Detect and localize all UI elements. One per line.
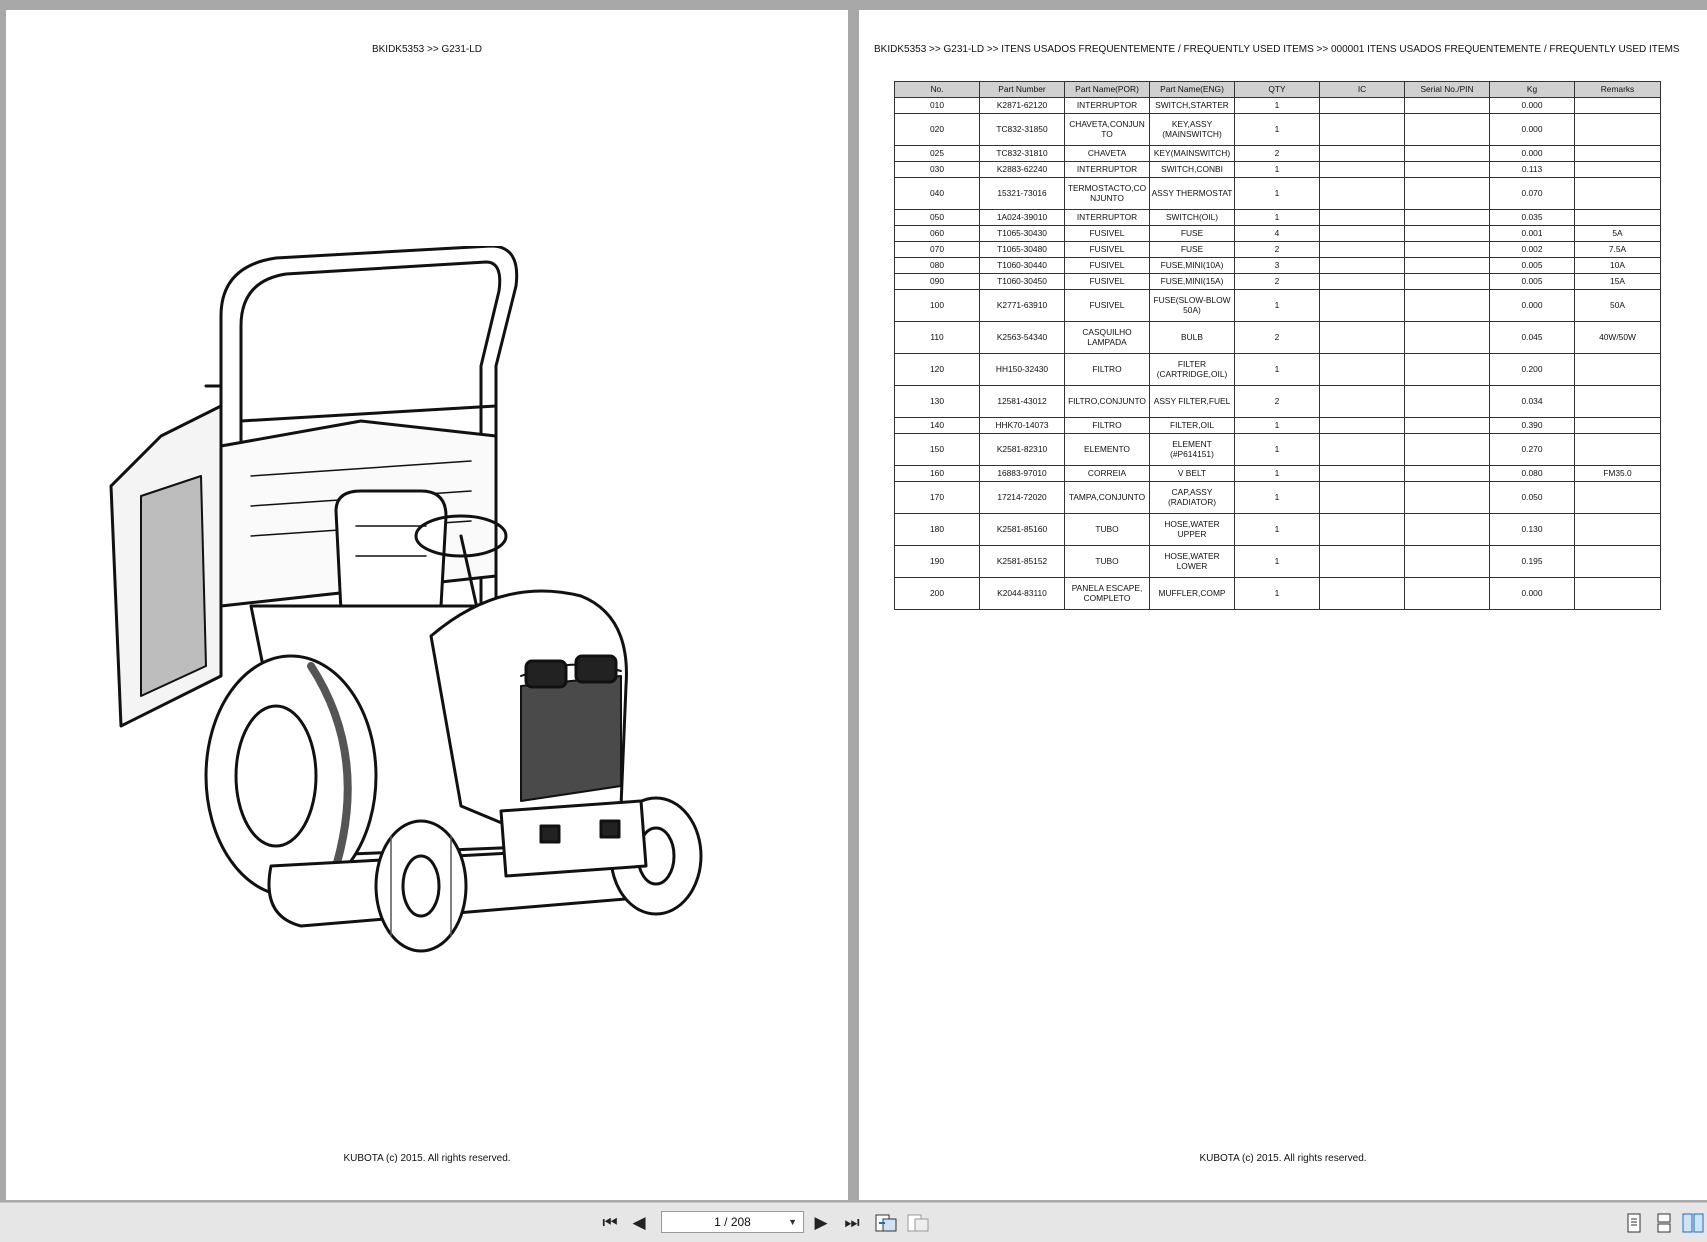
cell-no: 150 — [895, 434, 980, 466]
cell-part-number: K2871-62120 — [980, 98, 1065, 114]
cell-ic — [1320, 146, 1405, 162]
cell-serial — [1405, 354, 1490, 386]
cell-part-name-eng: ASSY FILTER,FUEL — [1150, 386, 1235, 418]
cell-serial — [1405, 114, 1490, 146]
cell-part-number: 12581-43012 — [980, 386, 1065, 418]
mower-illustration — [101, 246, 771, 1026]
cell-ic — [1320, 514, 1405, 546]
cell-kg: 0.045 — [1490, 322, 1575, 354]
cell-part-number: HHK70-14073 — [980, 418, 1065, 434]
table-header-row — [895, 82, 1661, 98]
cell-part-number: 1A024-39010 — [980, 210, 1065, 226]
cell-part-name-por: FUSIVEL — [1065, 290, 1150, 322]
cell-qty: 1 — [1235, 514, 1320, 546]
table-row — [895, 274, 1661, 290]
cell-no: 040 — [895, 178, 980, 210]
cell-qty: 2 — [1235, 274, 1320, 290]
cell-qty: 2 — [1235, 242, 1320, 258]
cell-remarks — [1575, 162, 1661, 178]
cell-part-number: T1065-30480 — [980, 242, 1065, 258]
cell-part-name-eng: HOSE,WATER LOWER — [1150, 546, 1235, 578]
cell-no: 170 — [895, 482, 980, 514]
cell-no: 190 — [895, 546, 980, 578]
cell-qty: 2 — [1235, 386, 1320, 418]
table-row — [895, 482, 1661, 514]
cell-part-name-eng: FUSE — [1150, 242, 1235, 258]
cell-ic — [1320, 546, 1405, 578]
cell-qty: 1 — [1235, 162, 1320, 178]
chevron-down-icon: ▼ — [788, 1217, 797, 1227]
cell-kg: 0.001 — [1490, 226, 1575, 242]
cell-remarks: FM35.0 — [1575, 466, 1661, 482]
cell-ic — [1320, 466, 1405, 482]
last-page-icon[interactable]: ⏭ — [844, 1213, 860, 1232]
cell-no: 160 — [895, 466, 980, 482]
page-indicator: 1 / 208 — [714, 1215, 751, 1229]
cell-ic — [1320, 290, 1405, 322]
col-header-qty: QTY — [1235, 82, 1320, 98]
cell-remarks — [1575, 178, 1661, 210]
cell-part-number: T1060-30440 — [980, 258, 1065, 274]
cell-no: 050 — [895, 210, 980, 226]
cell-part-number: T1060-30450 — [980, 274, 1065, 290]
cell-remarks — [1575, 546, 1661, 578]
cell-qty: 2 — [1235, 146, 1320, 162]
cell-ic — [1320, 258, 1405, 274]
cell-ic — [1320, 578, 1405, 610]
table-row — [895, 290, 1661, 322]
cell-remarks — [1575, 578, 1661, 610]
cell-kg: 0.195 — [1490, 546, 1575, 578]
cell-no: 025 — [895, 146, 980, 162]
table-row — [895, 242, 1661, 258]
parts-table-body — [895, 98, 1661, 610]
cell-part-name-por: INTERRUPTOR — [1065, 210, 1150, 226]
cell-kg: 0.000 — [1490, 146, 1575, 162]
cell-kg: 0.050 — [1490, 482, 1575, 514]
right-page-footer: KUBOTA (c) 2015. All rights reserved. — [1199, 1153, 1367, 1164]
cell-part-name-eng: FUSE — [1150, 226, 1235, 242]
continuous-view-icon[interactable] — [1652, 1211, 1676, 1235]
cell-qty: 1 — [1235, 290, 1320, 322]
cell-part-number: K2563-54340 — [980, 322, 1065, 354]
previous-page-icon[interactable]: ◀ — [632, 1213, 646, 1232]
cell-part-number: T1065-30430 — [980, 226, 1065, 242]
table-row — [895, 98, 1661, 114]
cell-ic — [1320, 98, 1405, 114]
cell-part-name-eng: KEY,ASSY (MAINSWITCH) — [1150, 114, 1235, 146]
cell-no: 120 — [895, 354, 980, 386]
cell-kg: 0.270 — [1490, 434, 1575, 466]
cell-no: 010 — [895, 98, 980, 114]
cell-part-name-por: PANELA ESCAPE, COMPLETO — [1065, 578, 1150, 610]
cell-part-number: 15321-73016 — [980, 178, 1065, 210]
cell-part-name-eng: FILTER,OIL — [1150, 418, 1235, 434]
cell-part-number: TC832-31850 — [980, 114, 1065, 146]
cell-qty: 3 — [1235, 258, 1320, 274]
cell-kg: 0.000 — [1490, 114, 1575, 146]
cell-qty: 1 — [1235, 178, 1320, 210]
cell-qty: 1 — [1235, 114, 1320, 146]
cell-qty: 4 — [1235, 226, 1320, 242]
cell-ic — [1320, 178, 1405, 210]
cell-no: 200 — [895, 578, 980, 610]
cell-serial — [1405, 482, 1490, 514]
cell-ic — [1320, 226, 1405, 242]
cell-kg: 0.005 — [1490, 258, 1575, 274]
cell-part-name-por: TERMOSTACTO,CO NJUNTO — [1065, 178, 1150, 210]
cell-qty: 1 — [1235, 354, 1320, 386]
cell-kg: 0.390 — [1490, 418, 1575, 434]
cell-ic — [1320, 434, 1405, 466]
cell-part-name-por: INTERRUPTOR — [1065, 98, 1150, 114]
cell-kg: 0.070 — [1490, 178, 1575, 210]
cell-serial — [1405, 434, 1490, 466]
cell-remarks — [1575, 482, 1661, 514]
cell-part-name-por: TUBO — [1065, 514, 1150, 546]
cell-ic — [1320, 162, 1405, 178]
table-row — [895, 146, 1661, 162]
cell-kg: 0.000 — [1490, 578, 1575, 610]
cell-remarks — [1575, 386, 1661, 418]
cell-part-name-eng: FILTER (CARTRIDGE,OIL) — [1150, 354, 1235, 386]
cell-qty: 1 — [1235, 434, 1320, 466]
cell-serial — [1405, 98, 1490, 114]
left-page — [6, 10, 848, 1200]
cell-ic — [1320, 482, 1405, 514]
go-forward-view-icon[interactable] — [906, 1211, 930, 1235]
left-page-footer: KUBOTA (c) 2015. All rights reserved. — [343, 1153, 511, 1164]
cell-part-name-eng: SWITCH(OIL) — [1150, 210, 1235, 226]
cell-remarks: 15A — [1575, 274, 1661, 290]
table-row — [895, 434, 1661, 466]
cell-part-name-eng: CAP,ASSY (RADIATOR) — [1150, 482, 1235, 514]
cell-part-number: 16883-97010 — [980, 466, 1065, 482]
cell-part-name-eng: HOSE,WATER UPPER — [1150, 514, 1235, 546]
col-header-serial: Serial No./PIN — [1405, 82, 1490, 98]
cell-ic — [1320, 114, 1405, 146]
col-header-ic: IC — [1320, 82, 1405, 98]
page-number-selector[interactable] — [661, 1211, 804, 1233]
cell-kg: 0.005 — [1490, 274, 1575, 290]
cell-no: 080 — [895, 258, 980, 274]
cell-remarks: 5A — [1575, 226, 1661, 242]
cell-part-name-por: ELEMENTO — [1065, 434, 1150, 466]
cell-part-number: K2771-63910 — [980, 290, 1065, 322]
cell-serial — [1405, 162, 1490, 178]
cell-serial — [1405, 466, 1490, 482]
cell-part-name-eng: MUFFLER,COMP — [1150, 578, 1235, 610]
cell-kg: 0.080 — [1490, 466, 1575, 482]
cell-part-number: 17214-72020 — [980, 482, 1065, 514]
cell-remarks — [1575, 354, 1661, 386]
cell-remarks — [1575, 98, 1661, 114]
table-row — [895, 514, 1661, 546]
cell-part-name-eng: SWITCH,CONBI — [1150, 162, 1235, 178]
cell-ic — [1320, 274, 1405, 290]
cell-serial — [1405, 578, 1490, 610]
cell-no: 180 — [895, 514, 980, 546]
cell-part-number: K2581-82310 — [980, 434, 1065, 466]
cell-part-name-eng: FUSE,MINI(10A) — [1150, 258, 1235, 274]
cell-kg: 0.035 — [1490, 210, 1575, 226]
cell-kg: 0.002 — [1490, 242, 1575, 258]
viewer-toolbar — [0, 1202, 1707, 1242]
table-row — [895, 162, 1661, 178]
cell-part-name-eng: ASSY THERMOSTAT — [1150, 178, 1235, 210]
cell-remarks — [1575, 210, 1661, 226]
cell-part-name-por: FILTRO — [1065, 418, 1150, 434]
table-row — [895, 418, 1661, 434]
cell-kg: 0.000 — [1490, 290, 1575, 322]
cell-part-name-por: CHAVETA,CONJUN TO — [1065, 114, 1150, 146]
cell-part-name-por: CASQUILHO LAMPADA — [1065, 322, 1150, 354]
first-page-icon[interactable]: ⏮ — [602, 1213, 618, 1232]
table-row — [895, 258, 1661, 274]
cell-no: 130 — [895, 386, 980, 418]
table-row — [895, 178, 1661, 210]
cell-part-name-eng: ELEMENT (#P614151) — [1150, 434, 1235, 466]
left-page-breadcrumb: BKIDK5353 >> G231-LD — [371, 44, 483, 55]
cell-remarks — [1575, 114, 1661, 146]
cell-serial — [1405, 322, 1490, 354]
cell-no: 090 — [895, 274, 980, 290]
table-row — [895, 322, 1661, 354]
cell-ic — [1320, 210, 1405, 226]
cell-remarks — [1575, 146, 1661, 162]
cell-qty: 1 — [1235, 578, 1320, 610]
cell-ic — [1320, 242, 1405, 258]
cell-part-name-por: TAMPA,CONJUNTO — [1065, 482, 1150, 514]
cell-serial — [1405, 418, 1490, 434]
cell-part-name-por: FUSIVEL — [1065, 274, 1150, 290]
cell-ic — [1320, 386, 1405, 418]
cell-serial — [1405, 546, 1490, 578]
cell-part-name-por: FUSIVEL — [1065, 242, 1150, 258]
col-header-remarks: Remarks — [1575, 82, 1661, 98]
col-header-part-name-por: Part Name(POR) — [1065, 82, 1150, 98]
cell-part-number: K2883-62240 — [980, 162, 1065, 178]
cell-serial — [1405, 146, 1490, 162]
cell-remarks: 50A — [1575, 290, 1661, 322]
cell-serial — [1405, 178, 1490, 210]
cell-part-name-eng: V BELT — [1150, 466, 1235, 482]
cell-part-name-por: FILTRO — [1065, 354, 1150, 386]
cell-part-number: K2044-83110 — [980, 578, 1065, 610]
cell-qty: 1 — [1235, 98, 1320, 114]
cell-kg: 0.113 — [1490, 162, 1575, 178]
cell-part-number: HH150-32430 — [980, 354, 1065, 386]
cell-qty: 2 — [1235, 322, 1320, 354]
cell-remarks: 40W/50W — [1575, 322, 1661, 354]
cell-serial — [1405, 386, 1490, 418]
cell-serial — [1405, 210, 1490, 226]
cell-serial — [1405, 274, 1490, 290]
col-header-part-name-eng: Part Name(ENG) — [1150, 82, 1235, 98]
cell-part-name-por: INTERRUPTOR — [1065, 162, 1150, 178]
cell-kg: 0.000 — [1490, 98, 1575, 114]
table-row — [895, 114, 1661, 146]
col-header-kg: Kg — [1490, 82, 1575, 98]
cell-remarks — [1575, 418, 1661, 434]
cell-serial — [1405, 514, 1490, 546]
cell-serial — [1405, 258, 1490, 274]
cell-part-name-eng: KEY(MAINSWITCH) — [1150, 146, 1235, 162]
next-page-icon[interactable]: ▶ — [814, 1213, 828, 1232]
table-row — [895, 354, 1661, 386]
cell-part-name-eng: FUSE(SLOW-BLOW 50A) — [1150, 290, 1235, 322]
cell-qty: 1 — [1235, 546, 1320, 578]
cell-serial — [1405, 226, 1490, 242]
cell-no: 070 — [895, 242, 980, 258]
table-row — [895, 578, 1661, 610]
single-page-view-icon[interactable] — [1622, 1211, 1646, 1235]
cell-no: 100 — [895, 290, 980, 322]
cell-kg: 0.130 — [1490, 514, 1575, 546]
cell-remarks — [1575, 514, 1661, 546]
cell-qty: 1 — [1235, 418, 1320, 434]
table-row — [895, 210, 1661, 226]
cell-serial — [1405, 290, 1490, 322]
cell-ic — [1320, 418, 1405, 434]
cell-ic — [1320, 354, 1405, 386]
cell-serial — [1405, 242, 1490, 258]
two-page-view-icon[interactable] — [1681, 1211, 1705, 1235]
right-page — [859, 10, 1707, 1200]
cell-kg: 0.200 — [1490, 354, 1575, 386]
table-row — [895, 386, 1661, 418]
cell-qty: 1 — [1235, 210, 1320, 226]
col-header-no: No. — [895, 82, 980, 98]
cell-qty: 1 — [1235, 466, 1320, 482]
cell-remarks: 10A — [1575, 258, 1661, 274]
cell-part-name-por: FUSIVEL — [1065, 258, 1150, 274]
cell-remarks: 7.5A — [1575, 242, 1661, 258]
table-row — [895, 226, 1661, 242]
table-row — [895, 546, 1661, 578]
col-header-part-number: Part Number — [980, 82, 1065, 98]
cell-no: 110 — [895, 322, 980, 354]
table-row — [895, 466, 1661, 482]
cell-part-name-por: CHAVETA — [1065, 146, 1150, 162]
cell-kg: 0.034 — [1490, 386, 1575, 418]
parts-table — [894, 81, 1661, 610]
cell-remarks — [1575, 434, 1661, 466]
cell-ic — [1320, 322, 1405, 354]
cell-part-name-por: TUBO — [1065, 546, 1150, 578]
cell-qty: 1 — [1235, 482, 1320, 514]
cell-part-number: K2581-85160 — [980, 514, 1065, 546]
cell-no: 140 — [895, 418, 980, 434]
cell-part-number: K2581-85152 — [980, 546, 1065, 578]
cell-part-name-eng: SWITCH,STARTER — [1150, 98, 1235, 114]
cell-part-name-por: FUSIVEL — [1065, 226, 1150, 242]
cell-no: 030 — [895, 162, 980, 178]
cell-part-name-por: FILTRO,CONJUNTO — [1065, 386, 1150, 418]
cell-part-number: TC832-31810 — [980, 146, 1065, 162]
cell-part-name-por: CORREIA — [1065, 466, 1150, 482]
go-back-view-icon[interactable] — [874, 1211, 898, 1235]
cell-part-name-eng: FUSE,MINI(15A) — [1150, 274, 1235, 290]
right-page-breadcrumb: BKIDK5353 >> G231-LD >> ITENS USADOS FREQUENTEMENTE / FREQUENTLY USED ITEMS >> 000001 ITENS USADOS FREQUENTEMENTE / FREQUENTLY USED ITEMS — [874, 44, 1680, 55]
cell-part-name-eng: BULB — [1150, 322, 1235, 354]
cell-no: 020 — [895, 114, 980, 146]
cell-no: 060 — [895, 226, 980, 242]
